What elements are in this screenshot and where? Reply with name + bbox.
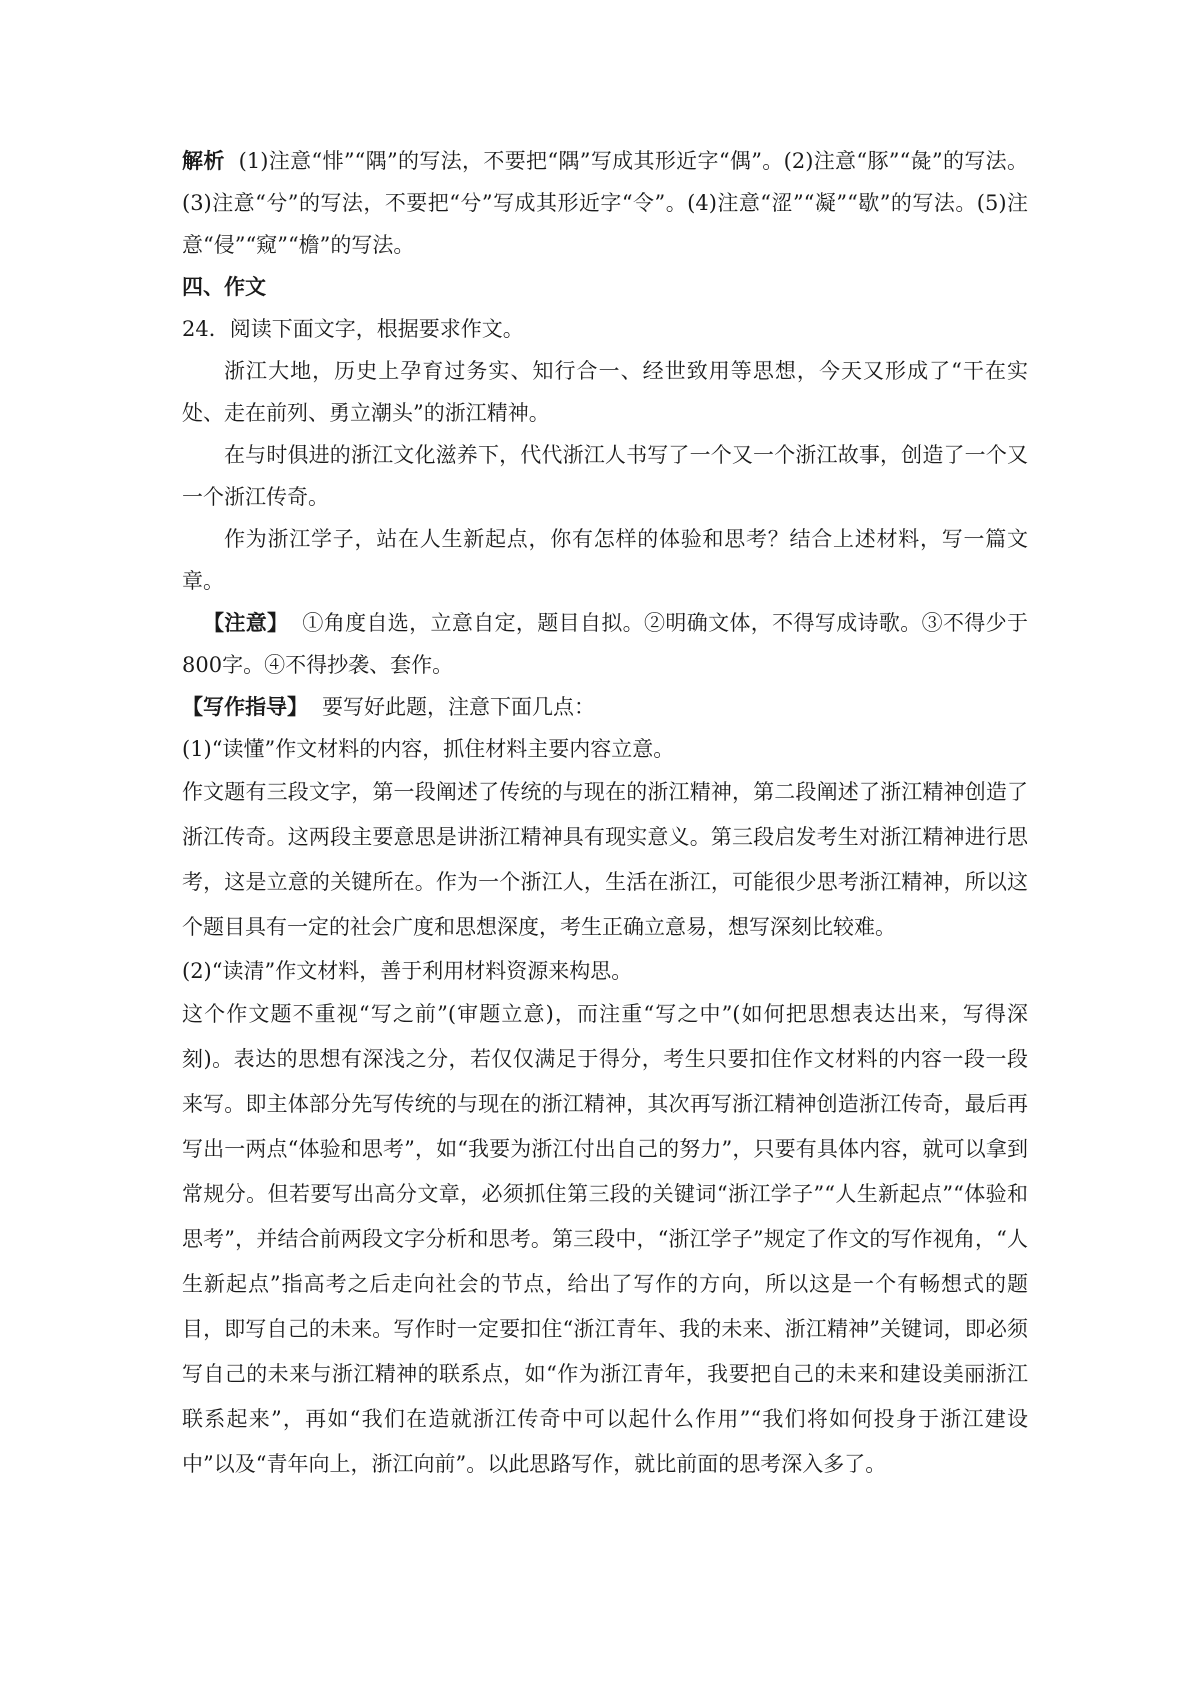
guide-label: 【写作指导】 — [182, 695, 308, 719]
analysis-label: 解析 — [182, 149, 225, 173]
analysis-paragraph — [182, 140, 1028, 266]
section-heading-composition: 四、作文 — [182, 275, 266, 299]
question-24-prompt: 24．阅读下面文字，根据要求作文。 — [182, 317, 524, 341]
guide-paragraph-2: 这个作文题不重视“写之前”(审题立意)，而注重“写之中”(如何把思想表达出来，写得深刻)。表达的思想有深浅之分，若仅仅满足于得分，考生只要扣住作文材料的内容一段一段来写。即主体部分先写传统的与现在的浙江精神，其次再写浙江精神创造浙江传奇，最后再写出一两点“体验和思考”，如“我要为浙江付出自己的努力”，只要有具体内容，就可以拿到常规分。但若要写出高分文章，必须抓住第三段的关键词“浙江学子”“人生新起点”“体验和思考”，并结合前两段文字分析和思考。第三段中，“浙江学子”规定了作文的写作视角，“人生新起点”指高考之后走向社会的节点，给出了写作的方向，所以这是一个有畅想式的题目，即写自己的未来。写作时一定要扣住“浙江青年、我的未来、浙江精神”关键词，即必须写自己的未来与浙江精神的联系点，如“作为浙江青年，我要把自己的未来和建设美丽浙江联系起来”，再如“我们在造就浙江传奇中可以起什么作用”“我们将如何投身于浙江建设中”以及“青年向上，浙江向前”。以此思路写作，就比前面的思考深入多了。 — [182, 1002, 1028, 1476]
guide-intro-paragraph — [182, 686, 1028, 728]
note-paragraph — [182, 602, 1028, 686]
note-label: 【注意】 — [203, 611, 289, 635]
guide-point-2: (2)“读清”作文材料，善于利用材料资源来构思。 — [182, 959, 633, 983]
note-text: ①角度自选，立意自定，题目自拟。②明确文体，不得写成诗歌。③不得少于800字。④不得抄袭、套作。 — [182, 611, 1028, 677]
material-paragraph-2: 在与时俱进的浙江文化滋养下，代代浙江人书写了一个又一个浙江故事，创造了一个又一个浙江传奇。 — [182, 443, 1028, 509]
material-paragraph-3: 作为浙江学子，站在人生新起点，你有怎样的体验和思考？结合上述材料，写一篇文章。 — [182, 527, 1028, 593]
material-paragraph-1: 浙江大地，历史上孕育过务实、知行合一、经世致用等思想，今天又形成了“干在实处、走在前列、勇立潮头”的浙江精神。 — [182, 359, 1028, 425]
document-page — [182, 140, 1028, 1487]
guide-paragraph-1: 作文题有三段文字，第一段阐述了传统的与现在的浙江精神，第二段阐述了浙江精神创造了浙江传奇。这两段主要意思是讲浙江精神具有现实意义。第三段启发考生对浙江精神进行思考，这是立意的关键所在。作为一个浙江人，生活在浙江，可能很少思考浙江精神，所以这个题目具有一定的社会广度和思想深度，考生正确立意易，想写深刻比较难。 — [182, 780, 1028, 939]
analysis-text: (1)注意“悱”“隅”的写法，不要把“隅”写成其形近字“偶”。(2)注意“豚”“彘”的写法。(3)注意“兮”的写法，不要把“兮”写成其形近字“令”。(4)注意“涩”“凝”“歇”的写法。(5)注意“侵”“窥”“檐”的写法。 — [182, 149, 1028, 257]
guide-point-1: (1)“读懂”作文材料的内容，抓住材料主要内容立意。 — [182, 737, 675, 761]
guide-intro-text: 要写好此题，注意下面几点： — [322, 695, 595, 719]
